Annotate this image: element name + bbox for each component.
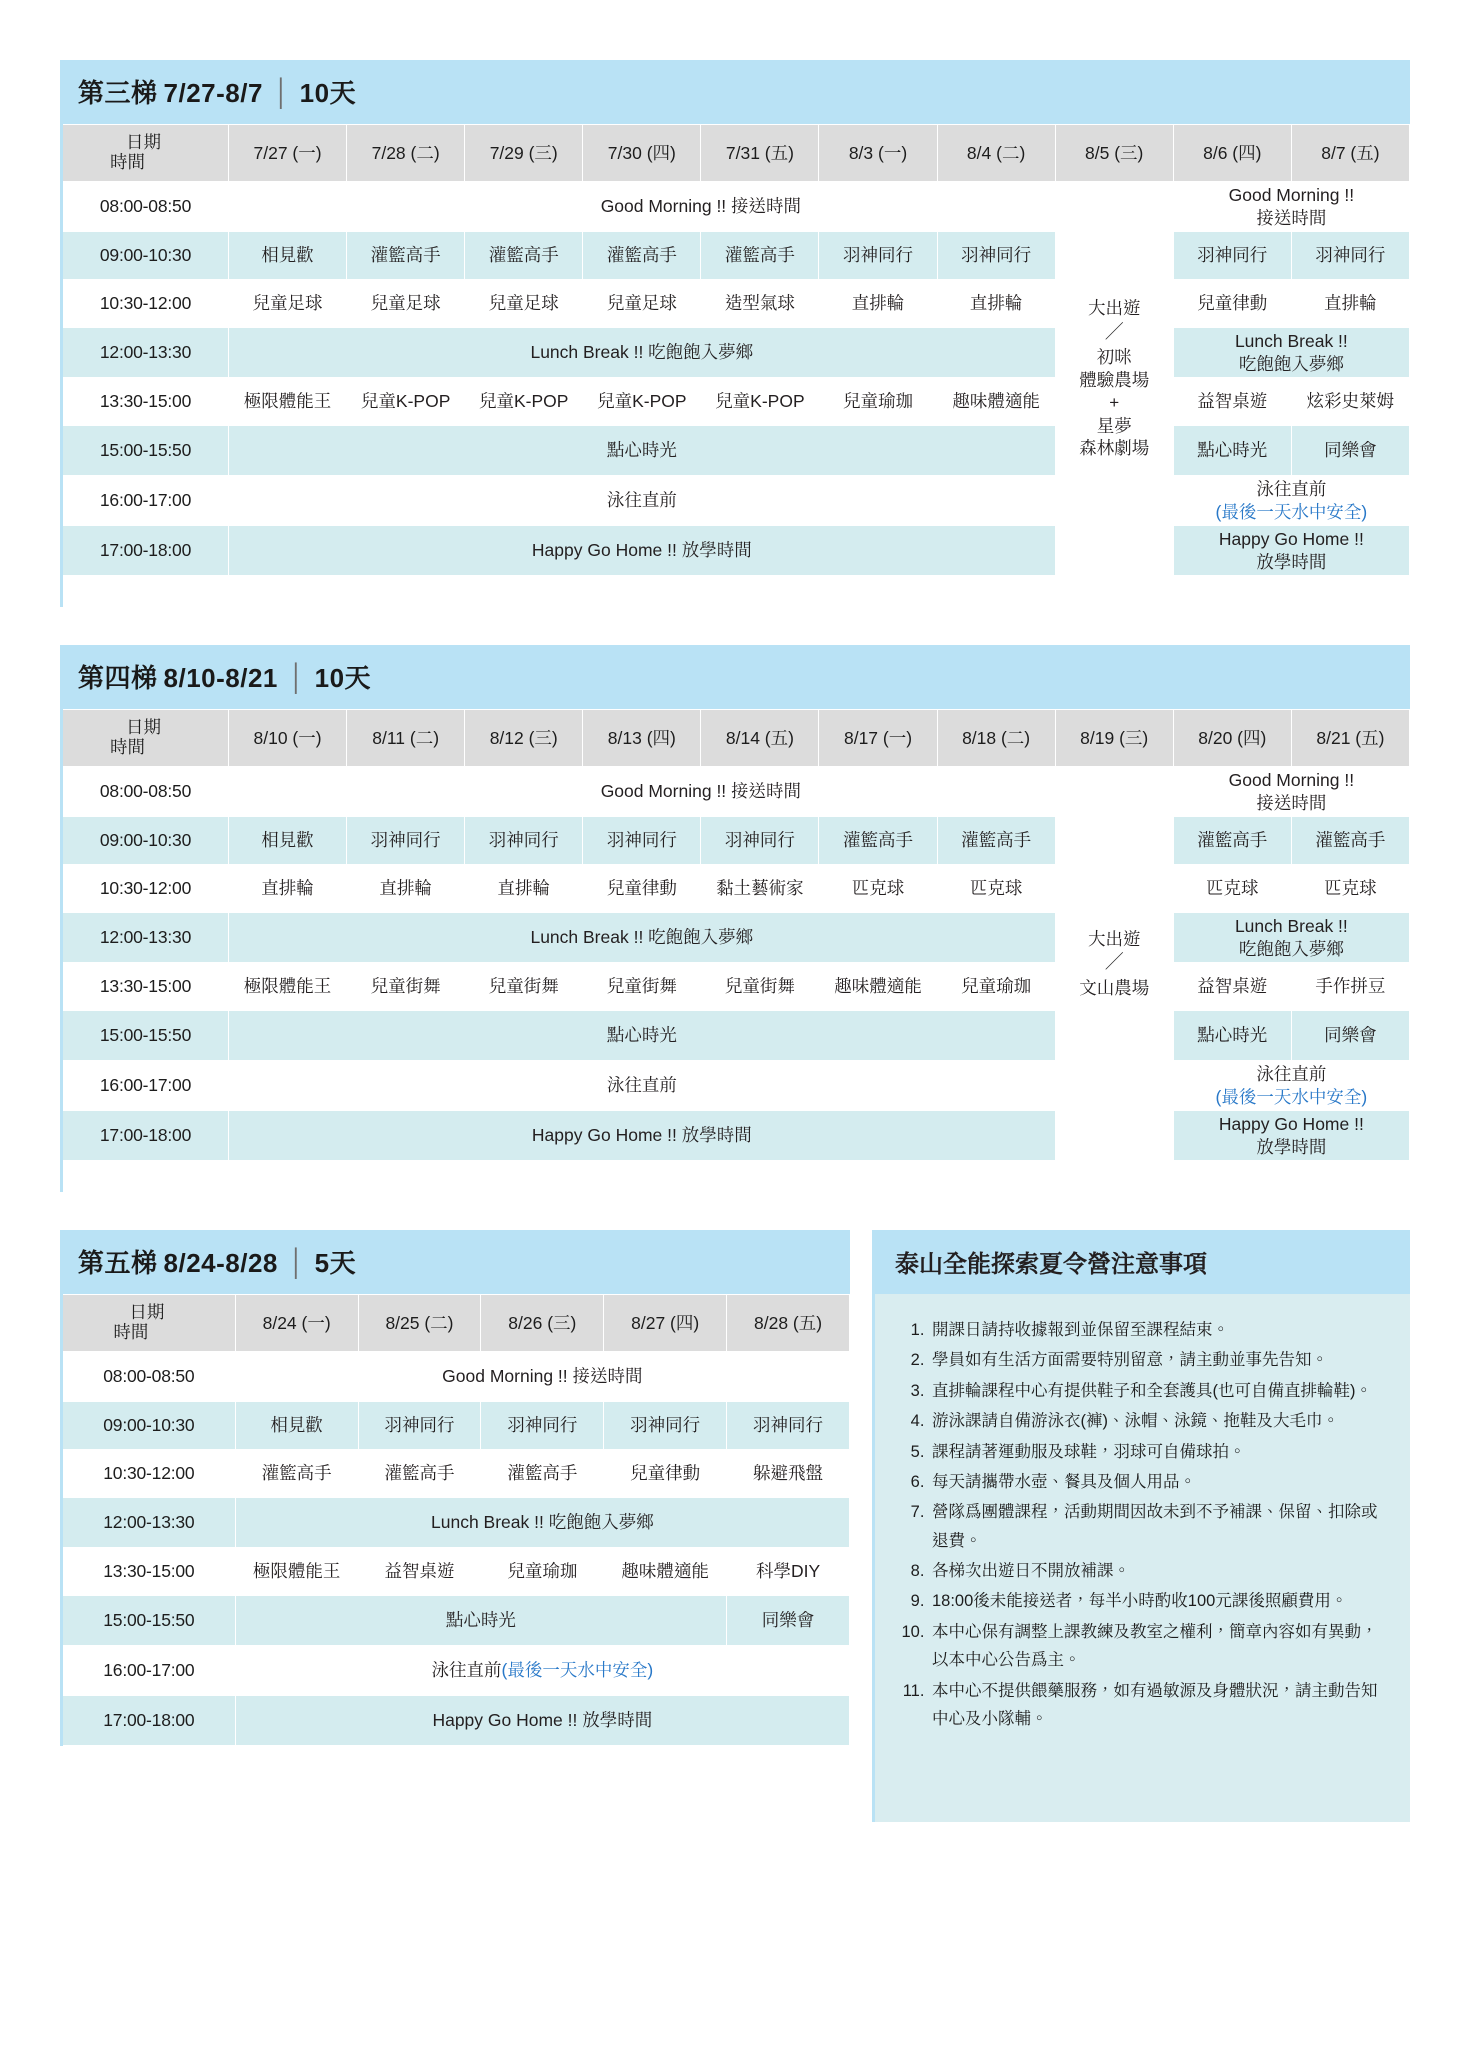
excursion-slash: ／ — [1104, 952, 1124, 974]
table-row — [62, 476, 1410, 526]
header-time-label-3: 時間 — [110, 152, 145, 172]
activity-cell: 羽神同行 — [819, 232, 937, 280]
table-row — [62, 1646, 850, 1696]
activity-cell-gohome: Happy Go Home !! 放學時間 — [229, 526, 1056, 576]
activity-cell: 益智桌遊 — [1173, 963, 1291, 1011]
activity-cell: 羽神同行 — [583, 817, 701, 865]
title-divider-3: │ — [273, 77, 291, 107]
morning-line2: 接送時間 — [1256, 792, 1327, 813]
table-row — [62, 1352, 850, 1402]
activity-cell: 灌籃高手 — [1173, 817, 1291, 865]
session-range-4: 8/10-8/21 — [163, 663, 278, 693]
lunch-line2: 吃飽飽入夢鄉 — [1238, 938, 1344, 959]
table-row — [62, 182, 1410, 232]
note-item: 9. 18:00後未能接送者，每半小時酌收100元課後照顧費用。 — [929, 1587, 1386, 1615]
activity-cell: 羽神同行 — [701, 817, 819, 865]
header-time-label-5: 時間 — [113, 1322, 149, 1342]
activity-cell-lunch: Lunch Break !! 吃飽飽入夢鄉 — [235, 1498, 849, 1548]
table-row — [62, 1498, 850, 1548]
activity-cell: 兒童足球 — [229, 280, 347, 328]
activity-cell: 兒童律動 — [1173, 280, 1291, 328]
time-label: 08:00-08:50 — [62, 182, 229, 232]
activity-cell: 兒童K-POP — [583, 378, 701, 426]
note-item: 11. 本中心不提供餵藥服務，如有過敏源及身體狀況，請主動告知中心及小隊輔。 — [929, 1677, 1386, 1734]
date-header: 7/29 (三) — [465, 125, 583, 182]
table-spacer-row — [62, 1161, 1410, 1192]
session-title-4 — [60, 645, 1410, 709]
table-header-row-3 — [62, 125, 1410, 182]
activity-cell-lunch: Lunch Break !! 吃飽飽入夢鄉 — [229, 913, 1056, 963]
activity-cell-party: 同樂會 — [727, 1596, 850, 1646]
activity-cell-snack: 點心時光 — [229, 426, 1056, 476]
title-divider-4: │ — [288, 662, 306, 692]
header-corner-4 — [62, 710, 229, 767]
swim-note: (最後一天水中安全) — [501, 1660, 654, 1681]
note-item: 8. 各梯次出遊日不開放補課。 — [929, 1557, 1386, 1585]
gohome-line2: 放學時間 — [1256, 1136, 1327, 1157]
note-item: 10. 本中心保有調整上課教練及教室之權利，簡章內容如有異動，以本中心公告爲主。 — [929, 1618, 1386, 1675]
swim-line1: 泳往直前 — [1256, 479, 1327, 500]
empty-cell — [1055, 1111, 1173, 1161]
activity-cell: 匹克球 — [937, 865, 1055, 913]
activity-cell: 直排輪 — [1291, 280, 1409, 328]
date-header: 7/30 (四) — [583, 125, 701, 182]
table-row — [62, 426, 1410, 476]
activity-cell: 兒童街舞 — [347, 963, 465, 1011]
session-block-3 — [60, 60, 1410, 607]
schedule-table-5 — [60, 1294, 850, 1746]
session-days-5: 5天 — [314, 1248, 357, 1278]
table-row — [62, 865, 1410, 913]
activity-cell: 極限體能王 — [235, 1548, 358, 1596]
activity-cell: 趣味體適能 — [937, 378, 1055, 426]
date-header: 8/25 (二) — [358, 1295, 481, 1352]
time-label: 13:30-15:00 — [62, 1548, 236, 1596]
date-header: 8/18 (二) — [937, 710, 1055, 767]
activity-cell: 兒童街舞 — [583, 963, 701, 1011]
activity-cell: 相見歡 — [229, 232, 347, 280]
swim-line1: 泳往直前 — [431, 1660, 502, 1681]
time-label: 15:00-15:50 — [62, 426, 229, 476]
notes-body — [875, 1294, 1410, 1822]
table-row — [62, 1011, 1410, 1061]
activity-cell-lunch-last — [1173, 913, 1409, 963]
activity-cell: 躲避飛盤 — [727, 1450, 850, 1498]
activity-cell: 益智桌遊 — [1173, 378, 1291, 426]
table-row — [62, 1450, 850, 1498]
activity-cell: 羽神同行 — [604, 1402, 727, 1450]
excursion-label: 大出遊 — [1087, 298, 1141, 319]
session-title-5 — [60, 1230, 850, 1294]
time-label: 12:00-13:30 — [62, 1498, 236, 1548]
session-range-5: 8/24-8/28 — [163, 1248, 278, 1278]
activity-cell-swim-last — [1173, 476, 1409, 526]
note-item: 6. 每天請攜帶水壺、餐具及個人用品。 — [929, 1468, 1386, 1496]
activity-cell: 造型氣球 — [701, 280, 819, 328]
table-row — [62, 1111, 1410, 1161]
date-header: 8/20 (四) — [1173, 710, 1291, 767]
time-label: 09:00-10:30 — [62, 817, 229, 865]
header-date-label-3: 日期 — [126, 132, 161, 153]
activity-cell: 趣味體適能 — [604, 1548, 727, 1596]
excursion-place-line2: 體驗農場 — [1079, 369, 1150, 390]
activity-cell: 相見歡 — [229, 817, 347, 865]
activity-cell: 灌籃高手 — [819, 817, 937, 865]
time-label: 17:00-18:00 — [62, 1696, 236, 1746]
activity-cell: 羽神同行 — [347, 817, 465, 865]
activity-cell-snack-last: 點心時光 — [1173, 1011, 1291, 1061]
activity-cell: 手作拼豆 — [1291, 963, 1409, 1011]
table-row — [62, 378, 1410, 426]
excursion-place-line3: 星夢 — [1096, 415, 1132, 436]
excursion-place-line4: 森林劇場 — [1079, 438, 1150, 459]
time-label: 16:00-17:00 — [62, 1646, 236, 1696]
activity-cell: 趣味體適能 — [819, 963, 937, 1011]
note-item: 4. 游泳課請自備游泳衣(褲)、泳帽、泳鏡、拖鞋及大毛巾。 — [929, 1407, 1386, 1435]
table-row — [62, 328, 1410, 378]
excursion-plus: + — [1109, 392, 1120, 412]
activity-cell-gohome: Happy Go Home !! 放學時間 — [235, 1696, 849, 1746]
note-item: 1. 開課日請持收據報到並保留至課程結束。 — [929, 1316, 1386, 1344]
table-row — [62, 232, 1410, 280]
time-label: 08:00-08:50 — [62, 1352, 236, 1402]
activity-cell: 羽神同行 — [358, 1402, 481, 1450]
table-row — [62, 1402, 850, 1450]
activity-cell: 灌籃高手 — [583, 232, 701, 280]
swim-line1: 泳往直前 — [1256, 1064, 1327, 1085]
table-spacer-row — [62, 576, 1410, 607]
session-block-5 — [60, 1230, 850, 1746]
table-row — [62, 1696, 850, 1746]
activity-cell: 直排輪 — [347, 865, 465, 913]
activity-cell: 羽神同行 — [481, 1402, 604, 1450]
date-header: 7/31 (五) — [701, 125, 819, 182]
activity-cell: 羽神同行 — [727, 1402, 850, 1450]
activity-cell: 灌籃高手 — [937, 817, 1055, 865]
date-header: 8/5 (三) — [1055, 125, 1173, 182]
activity-cell: 灌籃高手 — [358, 1450, 481, 1498]
date-header: 8/14 (五) — [701, 710, 819, 767]
notes-list — [895, 1316, 1386, 1733]
header-time-label-4: 時間 — [110, 737, 145, 757]
title-divider-5: │ — [288, 1247, 306, 1277]
activity-cell-lunch: Lunch Break !! 吃飽飽入夢鄉 — [229, 328, 1056, 378]
activity-cell: 相見歡 — [235, 1402, 358, 1450]
schedule-table-4 — [60, 709, 1410, 1192]
activity-cell: 兒童K-POP — [347, 378, 465, 426]
activity-cell: 科學DIY — [727, 1548, 850, 1596]
activity-cell-morning: Good Morning !! 接送時間 — [235, 1352, 849, 1402]
activity-cell: 極限體能王 — [229, 378, 347, 426]
lunch-line1: Lunch Break !! — [1234, 331, 1348, 352]
excursion-place-line1: 文山農場 — [1079, 977, 1150, 998]
table-row — [62, 767, 1410, 817]
table-row — [62, 526, 1410, 576]
time-label: 16:00-17:00 — [62, 476, 229, 526]
time-label: 09:00-10:30 — [62, 1402, 236, 1450]
activity-cell-morning-last — [1173, 182, 1409, 232]
time-label: 17:00-18:00 — [62, 1111, 229, 1161]
time-label: 15:00-15:50 — [62, 1011, 229, 1061]
date-header: 8/3 (一) — [819, 125, 937, 182]
activity-cell: 益智桌遊 — [358, 1548, 481, 1596]
swim-note: (最後一天水中安全) — [1215, 501, 1368, 522]
date-header: 8/21 (五) — [1291, 710, 1409, 767]
morning-line1: Good Morning !! — [1228, 185, 1355, 206]
activity-cell: 兒童K-POP — [465, 378, 583, 426]
activity-cell-party: 同樂會 — [1291, 1011, 1409, 1061]
session-range-3: 7/27-8/7 — [163, 78, 263, 108]
table-row — [62, 963, 1410, 1011]
activity-cell-swim: 泳往直前 — [229, 1061, 1056, 1111]
header-corner-3 — [62, 125, 229, 182]
date-header: 8/10 (一) — [229, 710, 347, 767]
activity-cell: 羽神同行 — [1291, 232, 1409, 280]
lunch-line1: Lunch Break !! — [1234, 916, 1348, 937]
note-item: 7. 營隊爲團體課程，活動期間因故未到不予補課、保留、扣除或退費。 — [929, 1498, 1386, 1555]
gohome-line1: Happy Go Home !! — [1218, 529, 1364, 550]
lunch-line2: 吃飽飽入夢鄉 — [1238, 353, 1344, 374]
gohome-line2: 放學時間 — [1256, 551, 1327, 572]
date-header: 8/7 (五) — [1291, 125, 1409, 182]
activity-cell-swim: 泳往直前 — [229, 476, 1056, 526]
activity-cell-gohome-last — [1173, 526, 1409, 576]
activity-cell: 匹克球 — [819, 865, 937, 913]
header-corner-5 — [62, 1295, 236, 1352]
activity-cell-swim — [235, 1646, 849, 1696]
date-header: 8/11 (二) — [347, 710, 465, 767]
excursion-slash: ／ — [1104, 321, 1124, 343]
excursion-place-line1: 初咪 — [1096, 347, 1132, 368]
session-name-3: 第三梯 — [78, 78, 158, 108]
empty-cell — [1055, 526, 1173, 576]
table-row — [62, 280, 1410, 328]
table-row — [62, 817, 1410, 865]
date-header: 8/6 (四) — [1173, 125, 1291, 182]
note-item: 3. 直排輪課程中心有提供鞋子和全套護具(也可自備直排輪鞋)。 — [929, 1377, 1386, 1405]
activity-cell: 灌籃高手 — [465, 232, 583, 280]
morning-line1: Good Morning !! — [1228, 770, 1355, 791]
activity-cell: 極限體能王 — [229, 963, 347, 1011]
time-label: 17:00-18:00 — [62, 526, 229, 576]
activity-cell: 灌籃高手 — [235, 1450, 358, 1498]
activity-cell: 兒童瑜珈 — [937, 963, 1055, 1011]
time-label: 10:30-12:00 — [62, 1450, 236, 1498]
activity-cell-lunch-last — [1173, 328, 1409, 378]
swim-note: (最後一天水中安全) — [1215, 1086, 1368, 1107]
schedule-table-3 — [60, 124, 1410, 607]
notes-panel — [872, 1230, 1410, 1822]
activity-cell: 兒童足球 — [583, 280, 701, 328]
activity-cell-morning: Good Morning !! 接送時間 — [229, 767, 1174, 817]
activity-cell-snack-last: 點心時光 — [1173, 426, 1291, 476]
activity-cell: 兒童瑜珈 — [481, 1548, 604, 1596]
date-header: 8/26 (三) — [481, 1295, 604, 1352]
activity-cell: 羽神同行 — [1173, 232, 1291, 280]
date-header: 8/4 (二) — [937, 125, 1055, 182]
header-date-label-5: 日期 — [129, 1302, 165, 1323]
activity-cell-morning: Good Morning !! 接送時間 — [229, 182, 1174, 232]
date-header: 7/27 (一) — [229, 125, 347, 182]
activity-cell: 羽神同行 — [937, 232, 1055, 280]
activity-cell: 灌籃高手 — [481, 1450, 604, 1498]
session-days-4: 10天 — [314, 663, 372, 693]
date-header: 8/17 (一) — [819, 710, 937, 767]
date-header: 8/27 (四) — [604, 1295, 727, 1352]
time-label: 16:00-17:00 — [62, 1061, 229, 1111]
activity-cell: 兒童K-POP — [701, 378, 819, 426]
morning-line2: 接送時間 — [1256, 207, 1327, 228]
activity-cell-gohome: Happy Go Home !! 放學時間 — [229, 1111, 1056, 1161]
activity-cell-gohome-last — [1173, 1111, 1409, 1161]
activity-cell-morning-last — [1173, 767, 1409, 817]
table-row — [62, 913, 1410, 963]
time-label: 13:30-15:00 — [62, 963, 229, 1011]
date-header: 7/28 (二) — [347, 125, 465, 182]
time-label: 09:00-10:30 — [62, 232, 229, 280]
time-label: 13:30-15:00 — [62, 378, 229, 426]
table-header-row-5 — [62, 1295, 850, 1352]
session-name-4: 第四梯 — [78, 663, 158, 693]
activity-cell: 兒童足球 — [465, 280, 583, 328]
table-row — [62, 1548, 850, 1596]
activity-cell: 灌籃高手 — [701, 232, 819, 280]
activity-cell: 匹克球 — [1291, 865, 1409, 913]
notes-title: 泰山全能探索夏令營注意事項 — [875, 1230, 1410, 1294]
activity-cell: 匹克球 — [1173, 865, 1291, 913]
note-item: 5. 課程請著運動服及球鞋，羽球可自備球拍。 — [929, 1438, 1386, 1466]
table-row — [62, 1061, 1410, 1111]
activity-cell: 兒童街舞 — [701, 963, 819, 1011]
date-header: 8/19 (三) — [1055, 710, 1173, 767]
time-label: 12:00-13:30 — [62, 328, 229, 378]
activity-cell: 黏土藝術家 — [701, 865, 819, 913]
session-days-3: 10天 — [299, 78, 357, 108]
activity-cell: 兒童足球 — [347, 280, 465, 328]
date-header: 8/28 (五) — [727, 1295, 850, 1352]
activity-cell: 灌籃高手 — [1291, 817, 1409, 865]
excursion-label: 大出遊 — [1087, 928, 1141, 949]
table-header-row-4 — [62, 710, 1410, 767]
activity-cell: 灌籃高手 — [347, 232, 465, 280]
activity-cell: 直排輪 — [937, 280, 1055, 328]
activity-cell-party: 同樂會 — [1291, 426, 1409, 476]
activity-cell-swim-last — [1173, 1061, 1409, 1111]
bottom-area — [60, 1230, 1410, 1822]
table-row — [62, 1596, 850, 1646]
date-header: 8/13 (四) — [583, 710, 701, 767]
activity-cell: 兒童街舞 — [465, 963, 583, 1011]
time-label: 10:30-12:00 — [62, 865, 229, 913]
activity-cell: 直排輪 — [819, 280, 937, 328]
activity-cell: 直排輪 — [465, 865, 583, 913]
activity-cell-snack: 點心時光 — [229, 1011, 1056, 1061]
date-header: 8/24 (一) — [235, 1295, 358, 1352]
date-header: 8/12 (三) — [465, 710, 583, 767]
note-item: 2. 學員如有生活方面需要特別留意，請主動並事先告知。 — [929, 1346, 1386, 1374]
gohome-line1: Happy Go Home !! — [1218, 1114, 1364, 1135]
activity-cell-snack: 點心時光 — [235, 1596, 726, 1646]
activity-cell: 兒童瑜珈 — [819, 378, 937, 426]
activity-cell: 炫彩史萊姆 — [1291, 378, 1409, 426]
time-label: 15:00-15:50 — [62, 1596, 236, 1646]
activity-cell: 兒童律動 — [604, 1450, 727, 1498]
time-label: 08:00-08:50 — [62, 767, 229, 817]
activity-cell: 直排輪 — [229, 865, 347, 913]
excursion-cell — [1055, 232, 1173, 526]
time-label: 10:30-12:00 — [62, 280, 229, 328]
time-label: 12:00-13:30 — [62, 913, 229, 963]
session-block-4 — [60, 645, 1410, 1192]
excursion-cell — [1055, 817, 1173, 1111]
session-name-5: 第五梯 — [78, 1248, 158, 1278]
header-date-label-4: 日期 — [126, 717, 161, 738]
activity-cell: 羽神同行 — [465, 817, 583, 865]
activity-cell: 兒童律動 — [583, 865, 701, 913]
session-title-3 — [60, 60, 1410, 124]
